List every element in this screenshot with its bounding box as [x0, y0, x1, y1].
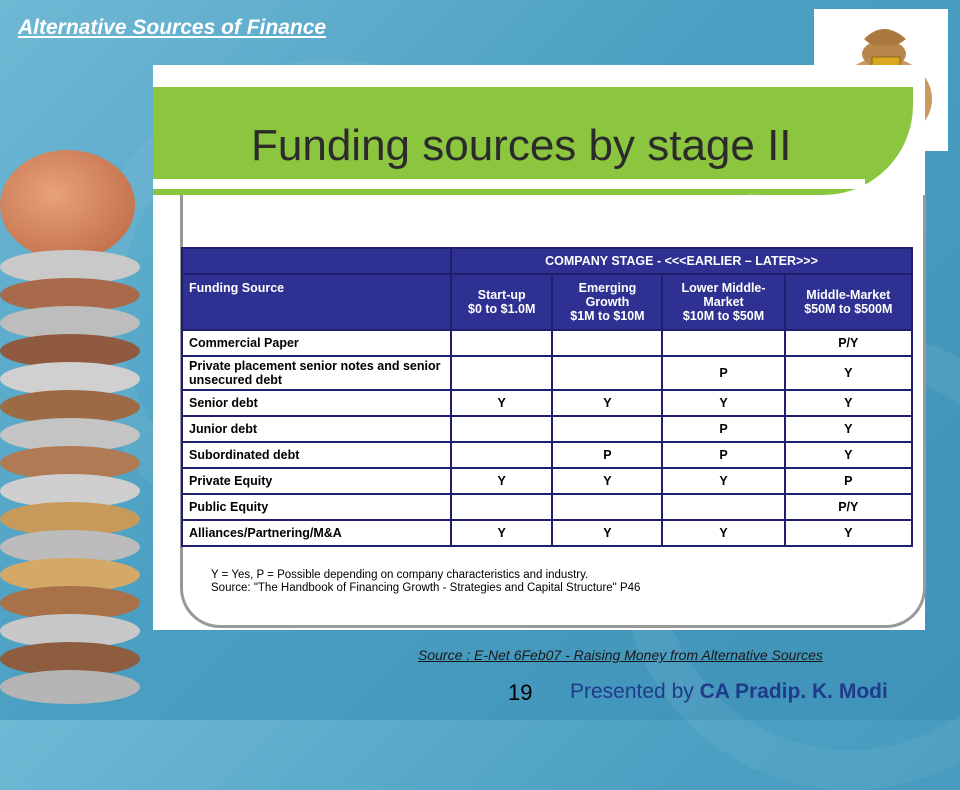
table-row	[182, 494, 912, 520]
col-header-lower-middle: Lower Middle- Market $10M to $50M	[662, 274, 784, 330]
col-header-startup: Start-up $0 to $1.0M	[451, 274, 552, 330]
stage-value-cell: P/Y	[785, 494, 912, 520]
stage-value-cell: P	[552, 442, 662, 468]
stage-value-cell: Y	[662, 468, 784, 494]
source-note: Source: "The Handbook of Financing Growth - Strategies and Capital Structure" P46	[211, 582, 641, 594]
stage-value-cell	[552, 330, 662, 356]
stage-value-cell	[552, 356, 662, 390]
stage-value-cell	[662, 330, 784, 356]
funding-source-cell: Senior debt	[182, 390, 451, 416]
stage-value-cell: Y	[552, 520, 662, 546]
stage-value-cell: Y	[662, 390, 784, 416]
stage-value-cell: Y	[785, 356, 912, 390]
presentation-title: Alternative Sources of Finance	[18, 16, 327, 39]
stage-value-cell: P	[785, 468, 912, 494]
stage-value-cell: Y	[552, 390, 662, 416]
table-row	[182, 442, 912, 468]
table-row	[182, 390, 912, 416]
legend-note: Y = Yes, P = Possible depending on company characteristics and industry.	[211, 569, 589, 581]
stage-value-cell: Y	[785, 520, 912, 546]
stage-value-cell	[451, 330, 552, 356]
funding-source-cell: Public Equity	[182, 494, 451, 520]
page-number: 19	[508, 680, 533, 705]
stage-header: COMPANY STAGE - <<<EARLIER – LATER>>>	[451, 248, 912, 274]
table-notes	[211, 569, 640, 595]
funding-table	[181, 247, 913, 547]
funding-source-cell: Commercial Paper	[182, 330, 451, 356]
presenter-credit: Presented by CA Pradip. K. Modi	[570, 680, 888, 703]
stage-value-cell	[552, 494, 662, 520]
stage-value-cell	[451, 442, 552, 468]
slide-heading: Funding sources by stage II	[251, 121, 792, 170]
stage-value-cell	[552, 416, 662, 442]
funding-source-cell: Private placement senior notes and senior unsecured debt	[182, 356, 451, 390]
coin-stack-image	[0, 150, 150, 720]
table-row	[182, 416, 912, 442]
presenter-name: CA Pradip. K. Modi	[699, 680, 888, 703]
table-row	[182, 520, 912, 546]
stage-value-cell: Y	[451, 468, 552, 494]
stage-value-cell: P	[662, 442, 784, 468]
funding-source-cell: Subordinated debt	[182, 442, 451, 468]
table-row	[182, 468, 912, 494]
table-row	[182, 330, 912, 356]
col-header-source: Funding Source	[182, 274, 451, 330]
funding-source-cell: Junior debt	[182, 416, 451, 442]
stage-value-cell: P	[662, 356, 784, 390]
table-row	[182, 356, 912, 390]
col-header-middle-market: Middle-Market $50M to $500M	[785, 274, 912, 330]
stage-value-cell: Y	[785, 390, 912, 416]
funding-source-cell: Alliances/Partnering/M&A	[182, 520, 451, 546]
slide-panel	[153, 65, 925, 630]
stage-value-cell	[451, 416, 552, 442]
stage-value-cell: Y	[785, 442, 912, 468]
stage-value-cell	[451, 494, 552, 520]
funding-source-cell: Private Equity	[182, 468, 451, 494]
col-header-emerging: Emerging Growth $1M to $10M	[552, 274, 662, 330]
stage-value-cell: P	[662, 416, 784, 442]
stage-value-cell: Y	[662, 520, 784, 546]
stage-value-cell: Y	[451, 390, 552, 416]
stage-value-cell: Y	[785, 416, 912, 442]
stage-value-cell: Y	[552, 468, 662, 494]
stage-value-cell	[662, 494, 784, 520]
footer-source: Source : E-Net 6Feb07 - Raising Money from Alternative Sources	[418, 647, 823, 663]
stage-value-cell: Y	[451, 520, 552, 546]
stage-value-cell	[451, 356, 552, 390]
stage-value-cell: P/Y	[785, 330, 912, 356]
